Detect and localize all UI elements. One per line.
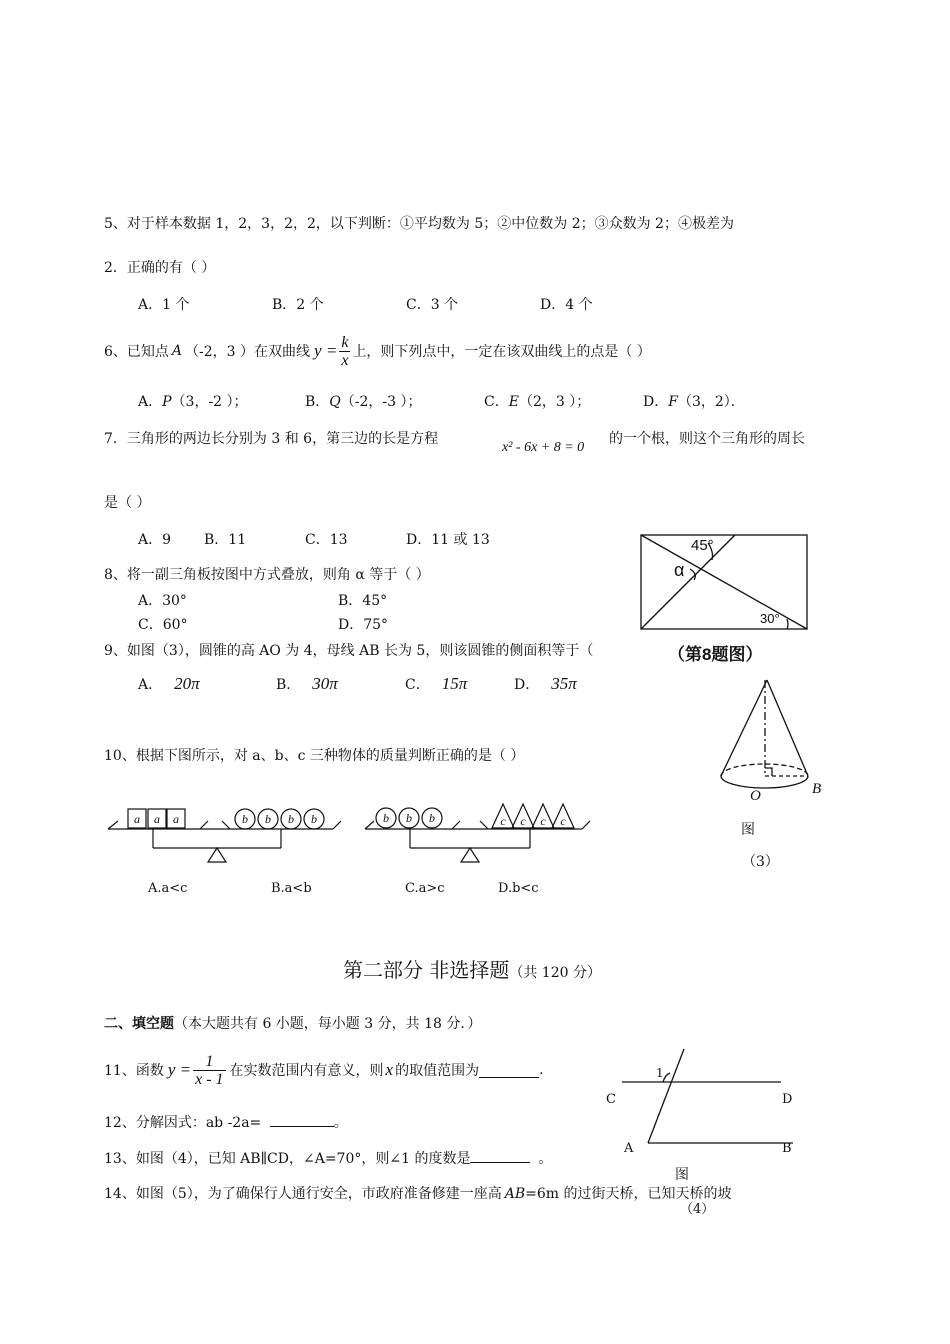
q5-option-b: B．2 个 xyxy=(272,297,324,313)
q7-text-b: 的一个根，则这个三角形的周长 xyxy=(609,431,805,447)
q6-point-coords: （-2，3 ）在双曲线 xyxy=(185,344,311,360)
q7-line2: 是（ ） xyxy=(104,495,151,511)
q6-opt-d-coords: （3，2）． xyxy=(677,394,745,410)
q9-opt-d-value: 35π xyxy=(551,674,577,693)
q9-opt-a-label: A． xyxy=(138,677,163,693)
q8-fig-caption: （第8题图） xyxy=(668,645,763,664)
q13-fig-caption-1: 图 xyxy=(675,1167,689,1183)
q5-line1: 5、对于样本数据 1，2，3，2，2，以下判断：①平均数为 5；②中位数为 2；③众数为 2；④极差为 xyxy=(104,216,734,232)
q8-option-b: B．45° xyxy=(338,593,388,609)
q6-opt-d-name: F xyxy=(668,394,678,410)
q10-s1-label-b1: b xyxy=(242,812,248,826)
q6-opt-c-name: E xyxy=(508,394,519,410)
q5-option-d: D．4 个 xyxy=(540,297,593,313)
q11-frac-den: x - 1 xyxy=(195,1070,224,1088)
q10-s2-label-c2: c xyxy=(520,814,526,828)
q8-fig-alpha: α xyxy=(674,560,685,580)
q13-fig-angle-arc xyxy=(663,1073,670,1082)
q7-option-d: D．11 或 13 xyxy=(406,532,490,548)
section2-heading: 二、填空题 xyxy=(104,1016,174,1032)
q6-frac-den: x xyxy=(341,351,349,369)
q10-s1-label-a1: a xyxy=(134,812,140,826)
q7-option-c: C．13 xyxy=(305,532,348,548)
q9-fig-label-o: O xyxy=(750,788,761,804)
q9-opt-c-label: C． xyxy=(405,677,430,693)
q13-fig-label-b: B xyxy=(782,1141,792,1156)
q8-option-d: D．75° xyxy=(338,617,389,633)
q9-text: 9、如图（3），圆锥的高 AO 为 4，母线 AB 长为 5，则该圆锥的侧面积等于（ xyxy=(104,643,594,659)
q13-fig-label-a: A xyxy=(624,1141,634,1156)
q10-s2-label-b2: b xyxy=(406,811,412,825)
q11-eq-lhs: y = xyxy=(167,1060,192,1079)
q10-s2-label-b3: b xyxy=(429,811,435,825)
part2-subtitle: （共 120 分） xyxy=(509,965,601,981)
q9-opt-b-label: B． xyxy=(276,677,301,693)
q5-line2: 2．正确的有（ ） xyxy=(104,260,216,276)
q14-text-a: 14、如图（5），为了确保行人通行安全，市政府准备修建一座高 xyxy=(104,1186,502,1202)
q10-s1-label-a2: a xyxy=(154,812,160,826)
q13-text: 13、如图（4），已知 AB∥CD，∠A=70°，则∠1 的度数是 xyxy=(104,1151,471,1167)
q8-text: 8、将一副三角板按图中方式叠放，则角 α 等于（ ） xyxy=(104,567,430,583)
q10-option-d: D.b<c xyxy=(498,881,539,896)
q6-eq-lhs: y = xyxy=(314,341,338,360)
q13-fig-label-1: 1 xyxy=(656,1066,664,1080)
q9-opt-d-label: D． xyxy=(514,677,540,693)
q11-prefix: 11、函数 xyxy=(104,1063,164,1079)
q7-text-a: 7．三角形的两边长分别为 3 和 6，第三边的长是方程 xyxy=(104,431,439,447)
q6-point-name: A xyxy=(171,343,183,359)
q8-option-a: A．30° xyxy=(138,593,187,609)
q11-end: . xyxy=(539,1062,544,1078)
q10-s2-label-b1: b xyxy=(383,811,389,825)
q7-equation: x² - 6x + 8 = 0 xyxy=(502,440,585,455)
part2-title: 第二部分 非选择题 xyxy=(343,958,510,982)
q10-s1-label-a3: a xyxy=(173,812,179,826)
q9-opt-a-value: 20π xyxy=(174,674,200,693)
q6-opt-b-label: B． xyxy=(305,394,330,410)
q10-s2-label-c3: c xyxy=(540,814,546,828)
q14-text-b: =6m 的过街天桥，已知天桥的坡 xyxy=(525,1186,732,1202)
q6-frac-num: k xyxy=(341,333,349,351)
q11-frac-num: 1 xyxy=(193,1053,225,1071)
q11-var: x xyxy=(385,1060,394,1079)
q12-end: 。 xyxy=(333,1115,348,1131)
q8-fig-angle-bottom: 30° xyxy=(760,611,780,626)
q7-option-b: B．11 xyxy=(204,532,247,548)
q6-opt-a-coords: （3，-2 ）； xyxy=(171,394,248,410)
q8-fig-angle-top: 45° xyxy=(691,537,714,554)
q10-text: 10、根据下图所示，对 a、b、c 三种物体的质量判断正确的是（ ） xyxy=(104,748,525,764)
q6-opt-a-name: P xyxy=(162,394,172,410)
q9-fig-label-b: B xyxy=(812,781,822,797)
q10-s1-label-b4: b xyxy=(311,812,317,826)
q6-opt-d-label: D． xyxy=(643,394,669,410)
q13-end: 。 xyxy=(538,1151,553,1167)
q8-option-c: C．60° xyxy=(138,617,188,633)
q13-fig-label-d: D xyxy=(782,1092,793,1107)
q9-opt-b-value: 30π xyxy=(312,674,338,693)
q10-s2-label-c1: c xyxy=(500,814,506,828)
q6-prefix: 6、已知点 xyxy=(104,344,169,360)
q14-ab: AB xyxy=(504,1186,526,1202)
q13-fig-caption-2: （4） xyxy=(680,1202,715,1217)
q13-fig-label-c: C xyxy=(606,1092,616,1107)
q10-s1-label-b3: b xyxy=(288,812,294,826)
q11-suffix: 的取值范围为 xyxy=(395,1063,480,1079)
q11-mid: 在实数范围内有意义，则 xyxy=(229,1063,384,1079)
q6-opt-b-coords: （-2，-3 ）； xyxy=(340,394,422,410)
q5-option-a: A．1 个 xyxy=(138,297,190,313)
q10-option-a: A.a<c xyxy=(148,881,188,896)
q9-opt-c-value: 15π xyxy=(441,674,468,693)
q9-fig-caption-2: （3） xyxy=(742,854,779,870)
q10-s2-label-c4: c xyxy=(560,814,566,828)
q5-option-c: C．3 个 xyxy=(406,297,459,313)
q10-s1-label-b2: b xyxy=(265,812,271,826)
section2-note: （本大题共有 6 小题，每小题 3 分，共 18 分．） xyxy=(174,1016,482,1032)
q10-option-c: C.a>c xyxy=(405,881,445,896)
q6-suffix: 上，则下列点中，一定在该双曲线上的点是（ ） xyxy=(352,344,651,360)
q6-opt-c-coords: （2，3 ）； xyxy=(518,394,591,410)
q9-fig-caption-1: 图 xyxy=(741,822,755,838)
q6-opt-b-name: Q xyxy=(329,394,341,410)
q14-line xyxy=(104,1183,732,1203)
q10-option-b: B.a<b xyxy=(271,881,312,896)
q12-text: 12、分解因式：ab -2a= xyxy=(104,1115,262,1131)
q6-opt-a-label: A． xyxy=(138,394,163,410)
q13-fig-transversal xyxy=(648,1049,684,1143)
q6-opt-c-label: C． xyxy=(484,394,509,410)
q7-option-a: A．9 xyxy=(138,532,172,548)
